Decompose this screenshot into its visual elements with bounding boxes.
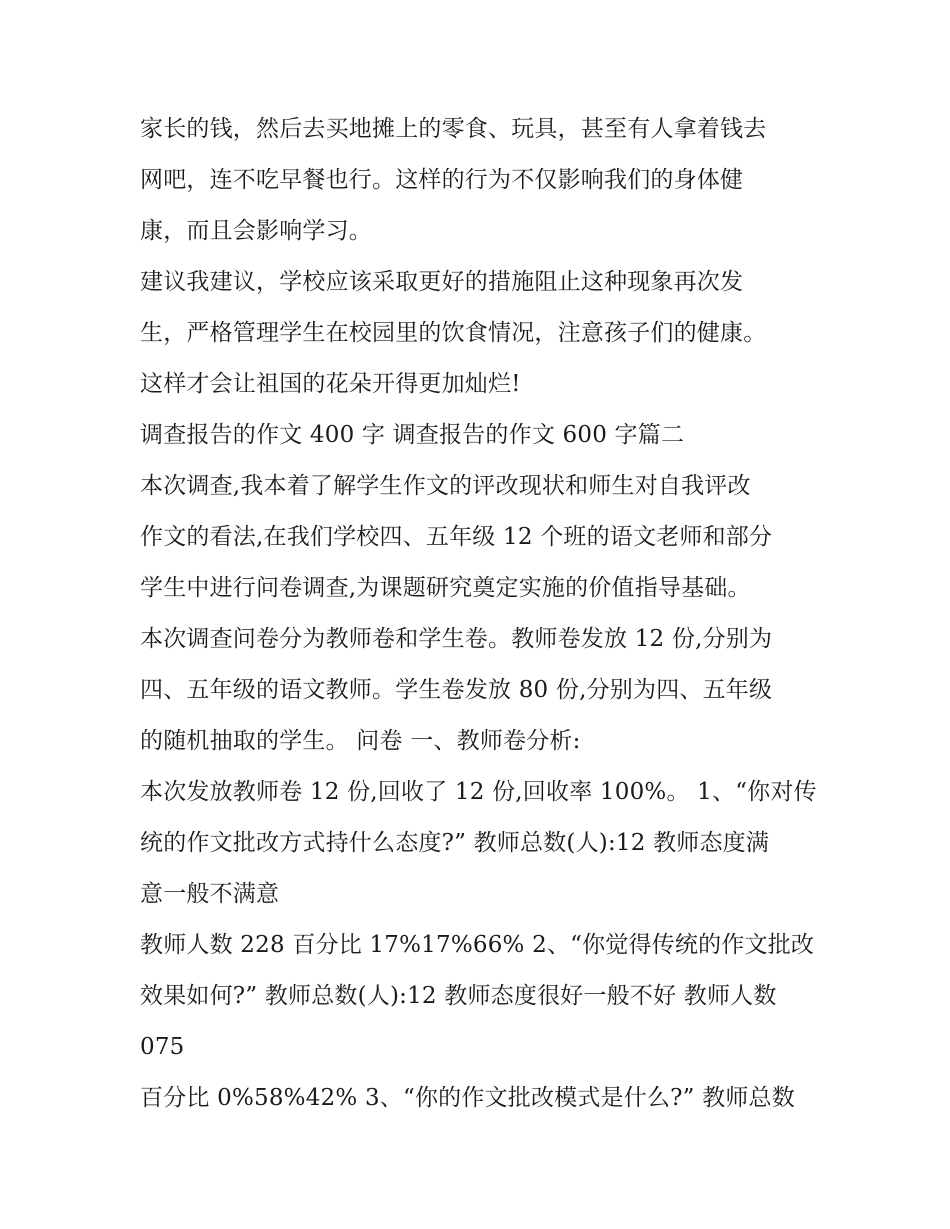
text-line: 意一般不满意	[140, 881, 280, 907]
text-line: 本次调查,我本着了解学生作文的评改现状和师生对自我评改	[140, 473, 751, 499]
section-heading: 调查报告的作文 400 字 调查报告的作文 600 字篇二	[140, 422, 685, 448]
text-line: 百分比 0%58%42% 3、“你的作文批改模式是什么?” 教师总数	[140, 1085, 795, 1111]
text-line: 本次发放教师卷 12 份,回收了 12 份,回收率 100%。 1、“你对传	[140, 779, 817, 805]
text-line: 学生中进行问卷调查,为课题研究奠定实施的价值指导基础。	[140, 575, 751, 601]
text-line: 教师人数 228 百分比 17%17%66% 2、“你觉得传统的作文批改	[140, 932, 815, 958]
text-line: 075	[140, 1034, 185, 1060]
text-line: 作文的看法,在我们学校四、五年级 12 个班的语文老师和部分	[140, 524, 773, 550]
body-text	[140, 104, 820, 1124]
text-line: 这样才会让祖国的花朵开得更加灿烂!	[140, 371, 521, 397]
text-line: 统的作文批改方式持什么态度?” 教师总数(人):12 教师态度满	[140, 830, 770, 856]
text-line: 建议我建议，学校应该采取更好的措施阻止这种现象再次发	[140, 269, 744, 295]
text-line: 家长的钱，然后去买地摊上的零食、玩具，甚至有人拿着钱去	[140, 116, 767, 142]
text-line: 网吧，连不吃早餐也行。这样的行为不仅影响我们的身体健	[140, 167, 744, 193]
text-line: 生，严格管理学生在校园里的饮食情况，注意孩子们的健康。	[140, 320, 767, 346]
text-line: 效果如何?” 教师总数(人):12 教师态度很好一般不好 教师人数	[140, 983, 777, 1009]
text-line: 康，而且会影响学习。	[140, 218, 372, 244]
text-line: 四、五年级的语文教师。学生卷发放 80 份,分别为四、五年级	[140, 677, 773, 703]
text-line: 的随机抽取的学生。 问卷 一、教师卷分析:	[140, 728, 581, 754]
text-line: 本次调查问卷分为教师卷和学生卷。教师卷发放 12 份,分别为	[140, 626, 773, 652]
